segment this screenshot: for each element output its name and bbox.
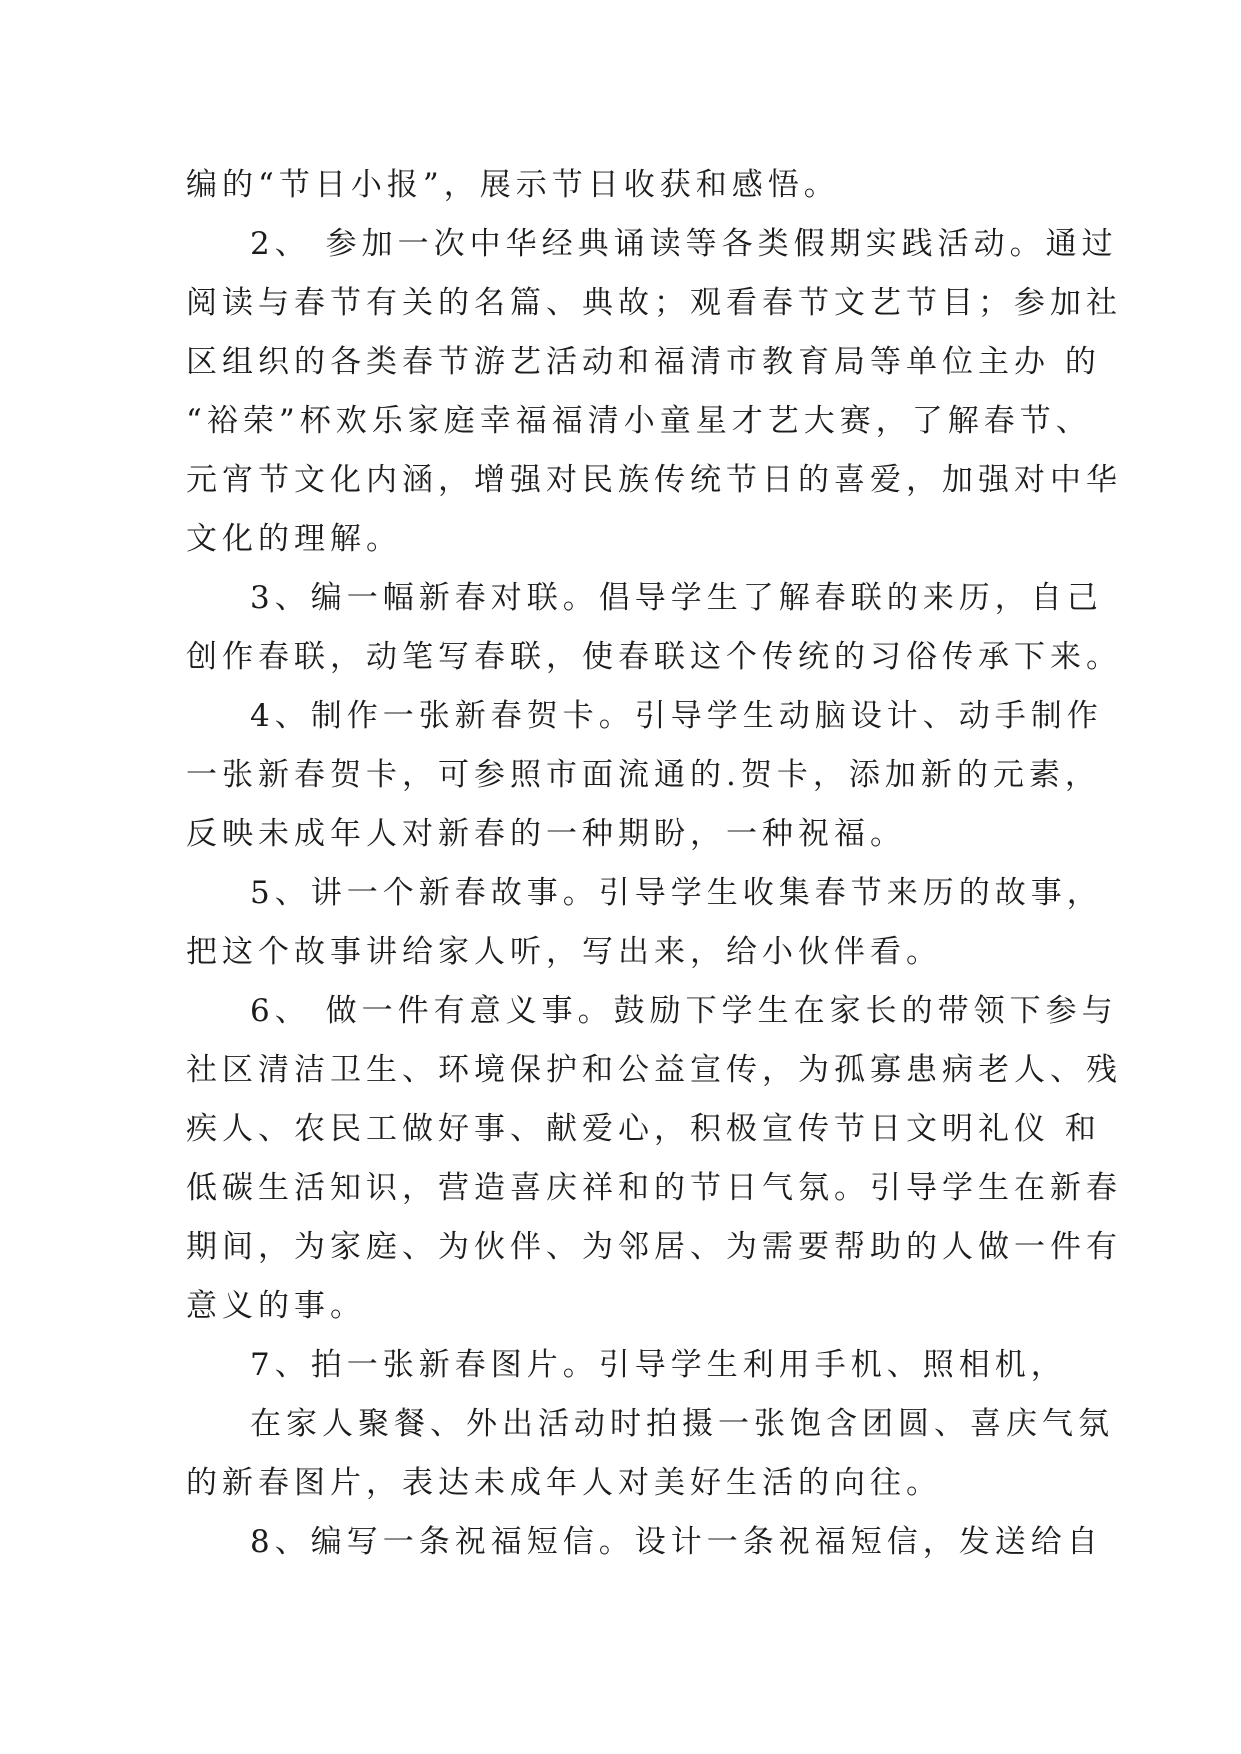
text-line-5: “裕荣”杯欢乐家庭幸福福清小童星才艺大赛，了解春节、 (186, 403, 1092, 439)
text-line-18: 低碳生活知识，营造喜庆祥和的节日气氛。引导学生在新春 (186, 1170, 1122, 1206)
text-line-17: 疾人、农民工做好事、献爱心，积极宣传节日文明礼仪 和 (186, 1111, 1101, 1147)
text-line-8: 3、编一幅新春对联。倡导学生了解春联的来历，自己 (250, 580, 1103, 616)
text-line-6: 元宵节文化内涵，增强对民族传统节日的喜爱，加强对中华 (186, 462, 1122, 498)
text-line-15: 6、 做一件有意义事。鼓励下学生在家长的带领下参与 (250, 993, 1118, 1029)
text-line-1: 编的“节日小报”，展示节日收获和感悟。 (186, 167, 840, 203)
text-line-4: 区组织的各类春节游艺活动和福清市教育局等单位主办 的 (186, 344, 1101, 380)
text-line-20: 意义的事。 (186, 1288, 366, 1324)
text-line-11: 一张新春贺卡，可参照市面流通的.贺卡，添加新的元素， (186, 757, 1101, 793)
text-line-22: 在家人聚餐、外出活动时拍摄一张饱含团圆、喜庆气氛 (250, 1406, 1114, 1442)
text-line-9: 创作春联，动笔写春联，使春联这个传统的习俗传承下来。 (186, 639, 1122, 675)
text-line-7: 文化的理解。 (186, 521, 402, 557)
document-body (186, 156, 1122, 1572)
text-line-2: 2、 参加一次中华经典诵读等各类假期实践活动。通过 (250, 226, 1118, 262)
text-line-24: 8、编写一条祝福短信。设计一条祝福短信，发送给自 (250, 1524, 1103, 1560)
text-line-23: 的新春图片，表达未成年人对美好生活的向往。 (186, 1465, 942, 1501)
text-line-3: 阅读与春节有关的名篇、典故；观看春节文艺节目；参加社 (186, 285, 1122, 321)
text-line-13: 5、讲一个新春故事。引导学生收集春节来历的故事， (250, 875, 1103, 911)
text-line-12: 反映未成年人对新春的一种期盼，一种祝福。 (186, 816, 906, 852)
text-line-21: 7、拍一张新春图片。引导学生利用手机、照相机， (250, 1347, 1067, 1383)
text-line-10: 4、制作一张新春贺卡。引导学生动脑设计、动手制作 (250, 698, 1103, 734)
text-line-19: 期间，为家庭、为伙伴、为邻居、为需要帮助的人做一件有 (186, 1229, 1122, 1265)
text-line-16: 社区清洁卫生、环境保护和公益宣传，为孤寡患病老人、残 (186, 1052, 1122, 1088)
text-line-14: 把这个故事讲给家人听，写出来，给小伙伴看。 (186, 934, 942, 970)
